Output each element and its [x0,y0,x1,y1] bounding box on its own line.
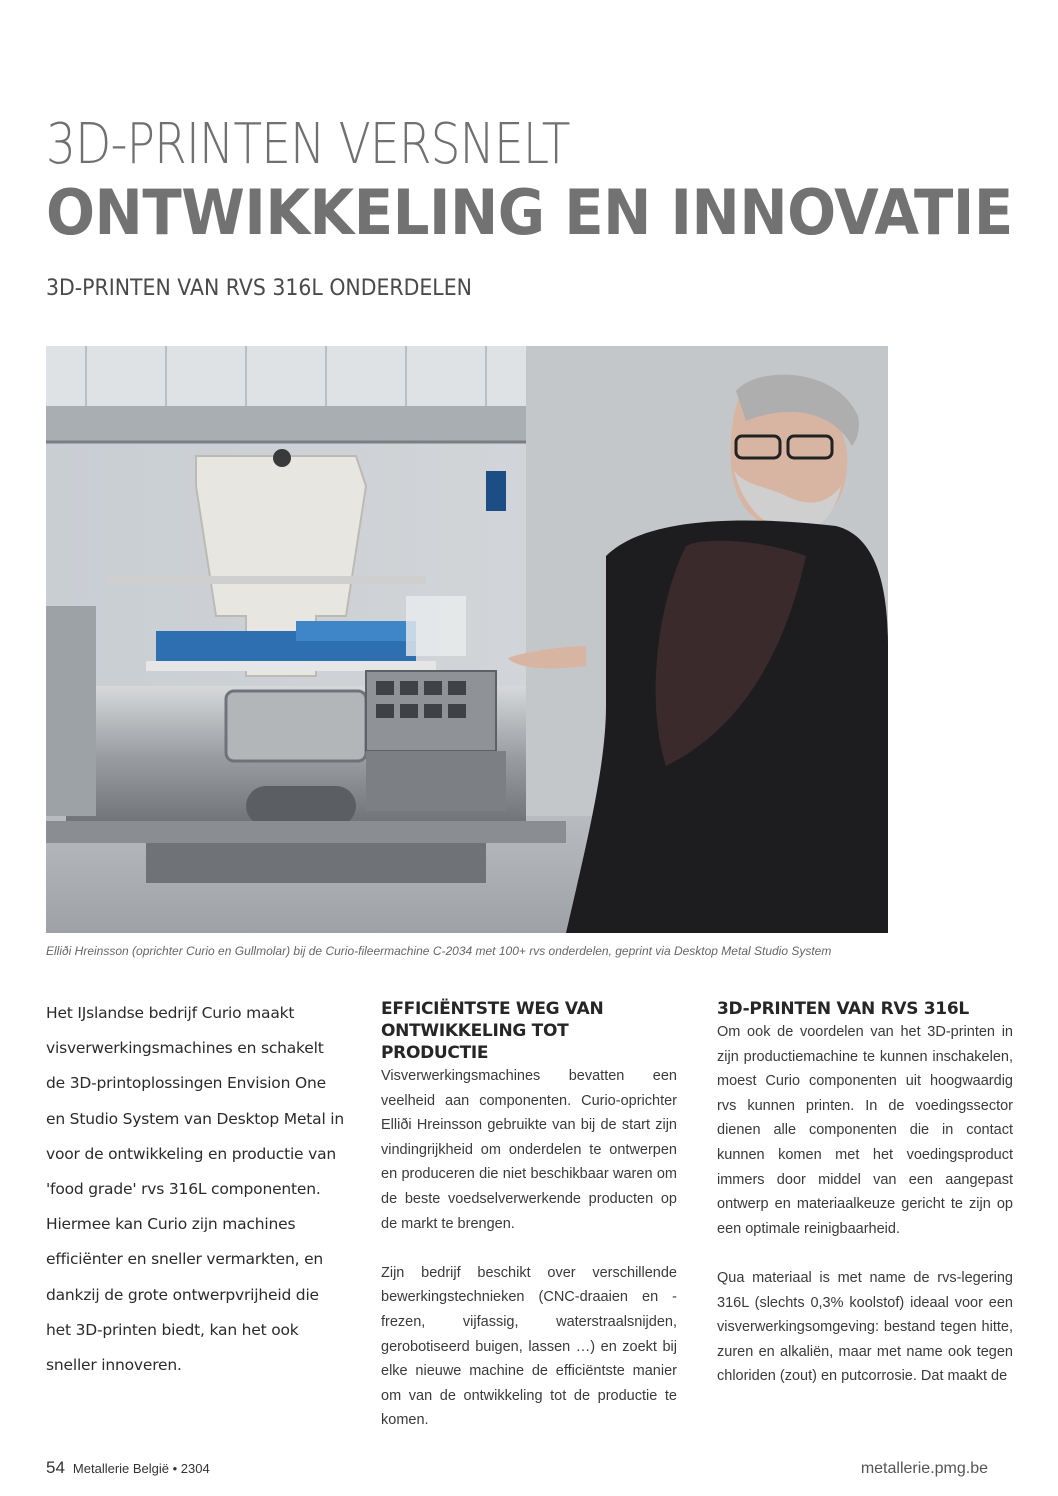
article-photo [46,346,888,933]
body-paragraph: Qua materiaal is met name de rvs-legering 316L (slechts 0,3% koolstof) ideaal voor een visverwerkingsomgeving: bestand tegen hitte, zuren en alkaliën, maar met name ook tegen chloriden (zout) en putcorrosie. Dat maakt de [717,1269,1013,1385]
article-column-3 [717,998,1013,1389]
body-paragraph: Zijn bedrijf beschikt over verschillende bewerkingstechnieken (CNC-draaien en -frezen, vijfassig, waterstraalsnijden, gerobotiseerd buigen, lassen …) en zoekt bij elke nieuwe machine de efficiëntste manier om van de ontwikkeling tot de productie te komen. [381,1264,677,1429]
publication-name: Metallerie België • 2304 [72,1461,210,1476]
lead-paragraph: Het IJslandse bedrijf Curio maakt visverwerkingsmachines en schakelt de 3D-printoplossingen Envision One en Studio System van Desktop Metal in voor de ontwikkeling en productie van 'food grade' rvs 316L componenten. Hiermee kan Curio zijn machines efficiënter en sneller vermarkten, en dankzij de grote ontwerpvrijheid die het 3D-printen biedt, kan het ook sneller innoveren. [46,1004,345,1375]
website-link[interactable]: metallerie.pmg.be [860,1460,988,1477]
page-number: 54 [46,1458,65,1477]
page-footer-info [46,1458,210,1478]
article-subtitle: 3D-PRINTEN VAN RVS 316L ONDERDELEN [46,276,472,301]
body-paragraph: Om ook de voordelen van het 3D-printen in zijn productiemachine te kunnen inschakelen, moest Curio componenten uit hoogwaardig rvs kunnen printen. In de voedingssector dienen alle componenten die in contact kunnen komen met het voedingsproduct immers door middel van een aangepast ontwerp en materiaalkeuze gericht te zijn op een optimale reinigbaarheid. [717,1024,1013,1237]
section-heading-efficientste-weg: EFFICIËNTSTE WEG VAN ONTWIKKELING TOT PRODUCTIE [381,999,604,1063]
photo-caption: Elliði Hreinsson (oprichter Curio en Gullmolar) bij de Curio-fileermachine C-2034 met 100+ rvs onderdelen, geprint via Desktop Metal Studio System [46,944,832,958]
section-heading-3d-printen-rvs: 3D-PRINTEN VAN RVS 316L [717,999,969,1019]
body-paragraph: Visverwerkingsmachines bevatten een veelheid aan componenten. Curio-oprichter Elliði Hreinsson gebruikte van bij de start zijn vindingrijkheid om onderdelen te ontwerpen en produceren die niet beschikbaar waren om de beste voedselverwerkende producten op de markt te brengen. [381,1068,677,1232]
article-title-line2: ONTWIKKELING EN INNOVATIE [46,176,1013,249]
article-title-line1: 3D-PRINTEN VERSNELT [46,112,570,177]
article-column-2 [381,998,677,1433]
